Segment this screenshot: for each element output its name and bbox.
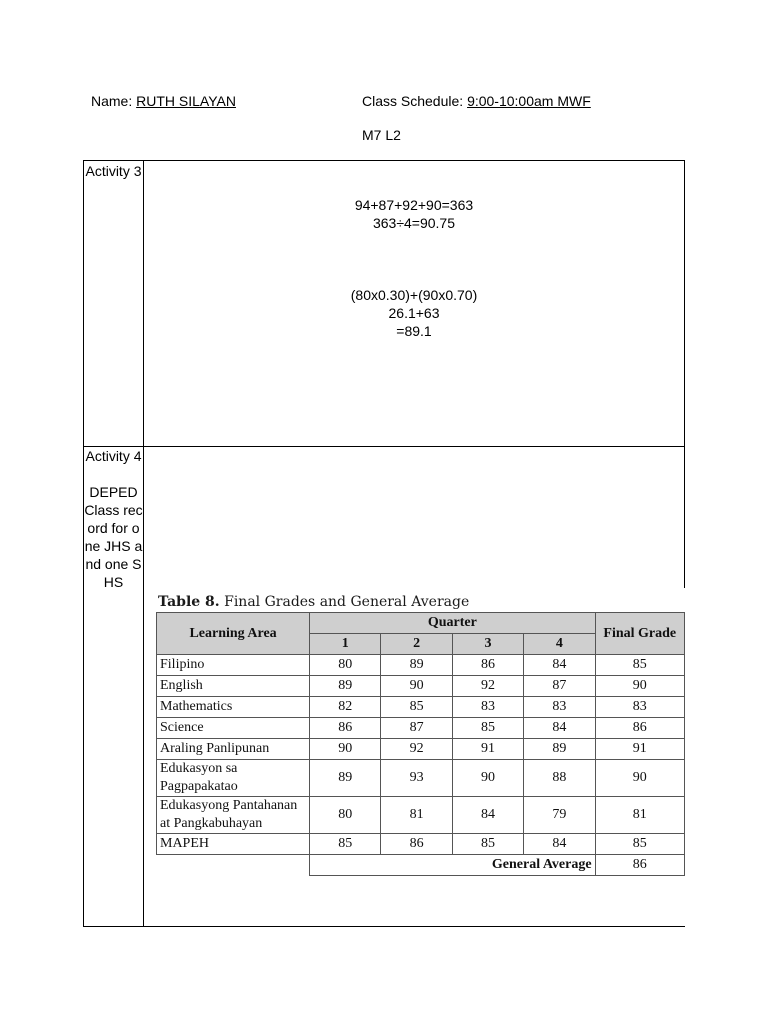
column-divider bbox=[143, 160, 144, 927]
module-lesson: M7 L2 bbox=[362, 127, 401, 143]
table-row: MAPEH 85 86 85 84 85 bbox=[157, 834, 685, 855]
weighted-formula: (80x0.30)+(90x0.70) bbox=[350, 287, 478, 303]
row-divider bbox=[83, 446, 685, 447]
table-row: Edukasyong Pantahanan at Pangkabuhayan 80 81 84 79 81 bbox=[157, 797, 685, 834]
general-average-value: 86 bbox=[595, 855, 684, 876]
quarter-4-header: 4 bbox=[524, 634, 595, 655]
sum-line: 94+87+92+90=363 bbox=[354, 197, 474, 213]
table-row: Mathematics 82 85 83 83 83 bbox=[157, 697, 685, 718]
table-row: Science 86 87 85 84 86 bbox=[157, 718, 685, 739]
table-caption: Table 8. Final Grades and General Average bbox=[158, 594, 470, 610]
quarter-3-header: 3 bbox=[452, 634, 523, 655]
class-schedule: 9:00-10:00am MWF bbox=[467, 93, 591, 109]
right-border bbox=[684, 160, 685, 588]
name-label: Name: bbox=[91, 93, 133, 109]
table-row: Araling Panlipunan 90 92 91 89 91 bbox=[157, 739, 685, 760]
table-row: English 89 90 92 87 90 bbox=[157, 676, 685, 697]
weighted-sum: 26.1+63 bbox=[388, 305, 440, 321]
final-grades-table bbox=[156, 612, 685, 876]
grades-table-image bbox=[152, 588, 685, 906]
weighted-result: =89.1 bbox=[396, 323, 432, 339]
schedule-label: Class Schedule: bbox=[362, 93, 464, 109]
general-average-label: General Average bbox=[310, 855, 595, 876]
quarter-2-header: 2 bbox=[381, 634, 452, 655]
learning-area-header: Learning Area bbox=[157, 613, 310, 655]
activity3-label: Activity 3 bbox=[85, 163, 142, 179]
activity4-label: Activity 4 DEPED Class record for one JHS and one SHS bbox=[84, 448, 143, 590]
table-row: Filipino 80 89 86 84 85 bbox=[157, 655, 685, 676]
table-row: Edukasyon sa Pagpapakatao 89 93 90 88 90 bbox=[157, 760, 685, 797]
activity4-description: DEPED Class record for one JHS and one SHS bbox=[84, 484, 143, 590]
final-grade-header: Final Grade bbox=[595, 613, 684, 655]
average-line: 363÷4=90.75 bbox=[372, 215, 456, 231]
class-schedule-line bbox=[362, 93, 591, 109]
student-name: RUTH SILAYAN bbox=[136, 93, 236, 109]
student-name-line bbox=[91, 93, 236, 109]
general-average-row bbox=[157, 855, 685, 876]
quarter-1-header: 1 bbox=[310, 634, 381, 655]
activity3-average-computation bbox=[300, 196, 528, 232]
activity3-weighted-computation bbox=[300, 286, 528, 340]
quarter-header: Quarter bbox=[310, 613, 595, 634]
